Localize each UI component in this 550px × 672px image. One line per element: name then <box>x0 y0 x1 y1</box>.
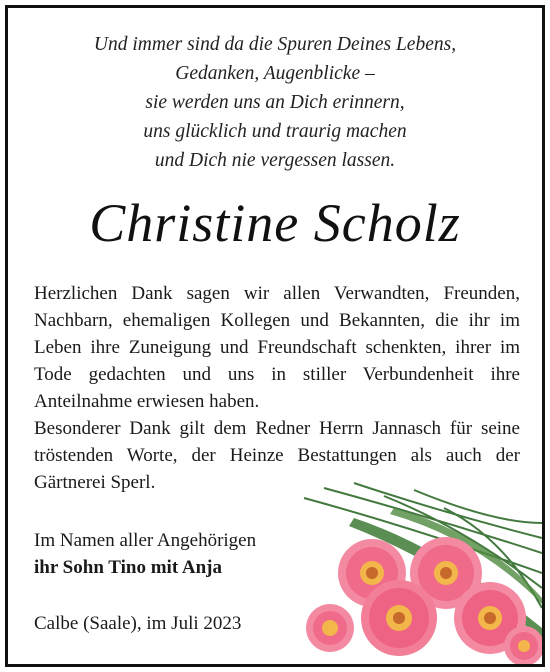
poem-line: Gedanken, Augenblicke – <box>175 63 375 84</box>
place-date: Calbe (Saale), im Juli 2023 <box>34 613 242 634</box>
deceased-name: Christine Scholz <box>89 193 461 253</box>
signature-names: ihr Sohn Tino mit Anja <box>34 557 222 578</box>
signature-line: Im Namen aller Angehörigen <box>34 530 257 551</box>
thanks-paragraph: Besonderer Dank gilt dem Redner Herrn Jannasch für seine tröstenden Worte, der Heinze Bestattungen als auch der Gärtnerei Sperl. <box>34 418 520 493</box>
memorial-poem <box>8 30 542 175</box>
thanks-text <box>34 280 520 496</box>
thanks-paragraph: Herzlichen Dank sagen wir allen Verwandten, Freunden, Nachbarn, ehemaligen Kollegen und Bekannten, die ihr im Leben ihre Zuneigung und Freundschaft schenkten, ihrer im Tode gedachten und uns in stiller Verbundenheit ihre Anteilnahme erwiesen haben. <box>34 283 520 412</box>
poem-line: sie werden uns an Dich erinnern, <box>145 92 405 113</box>
signature <box>34 527 256 581</box>
poem-line: und Dich nie vergessen lassen. <box>154 150 396 171</box>
poem-line: uns glücklich und traurig machen <box>143 121 407 142</box>
obituary-frame <box>5 5 545 667</box>
poem-line: Und immer sind da die Spuren Deines Lebens, <box>93 34 457 55</box>
gerbera-flowers-image <box>294 478 542 664</box>
